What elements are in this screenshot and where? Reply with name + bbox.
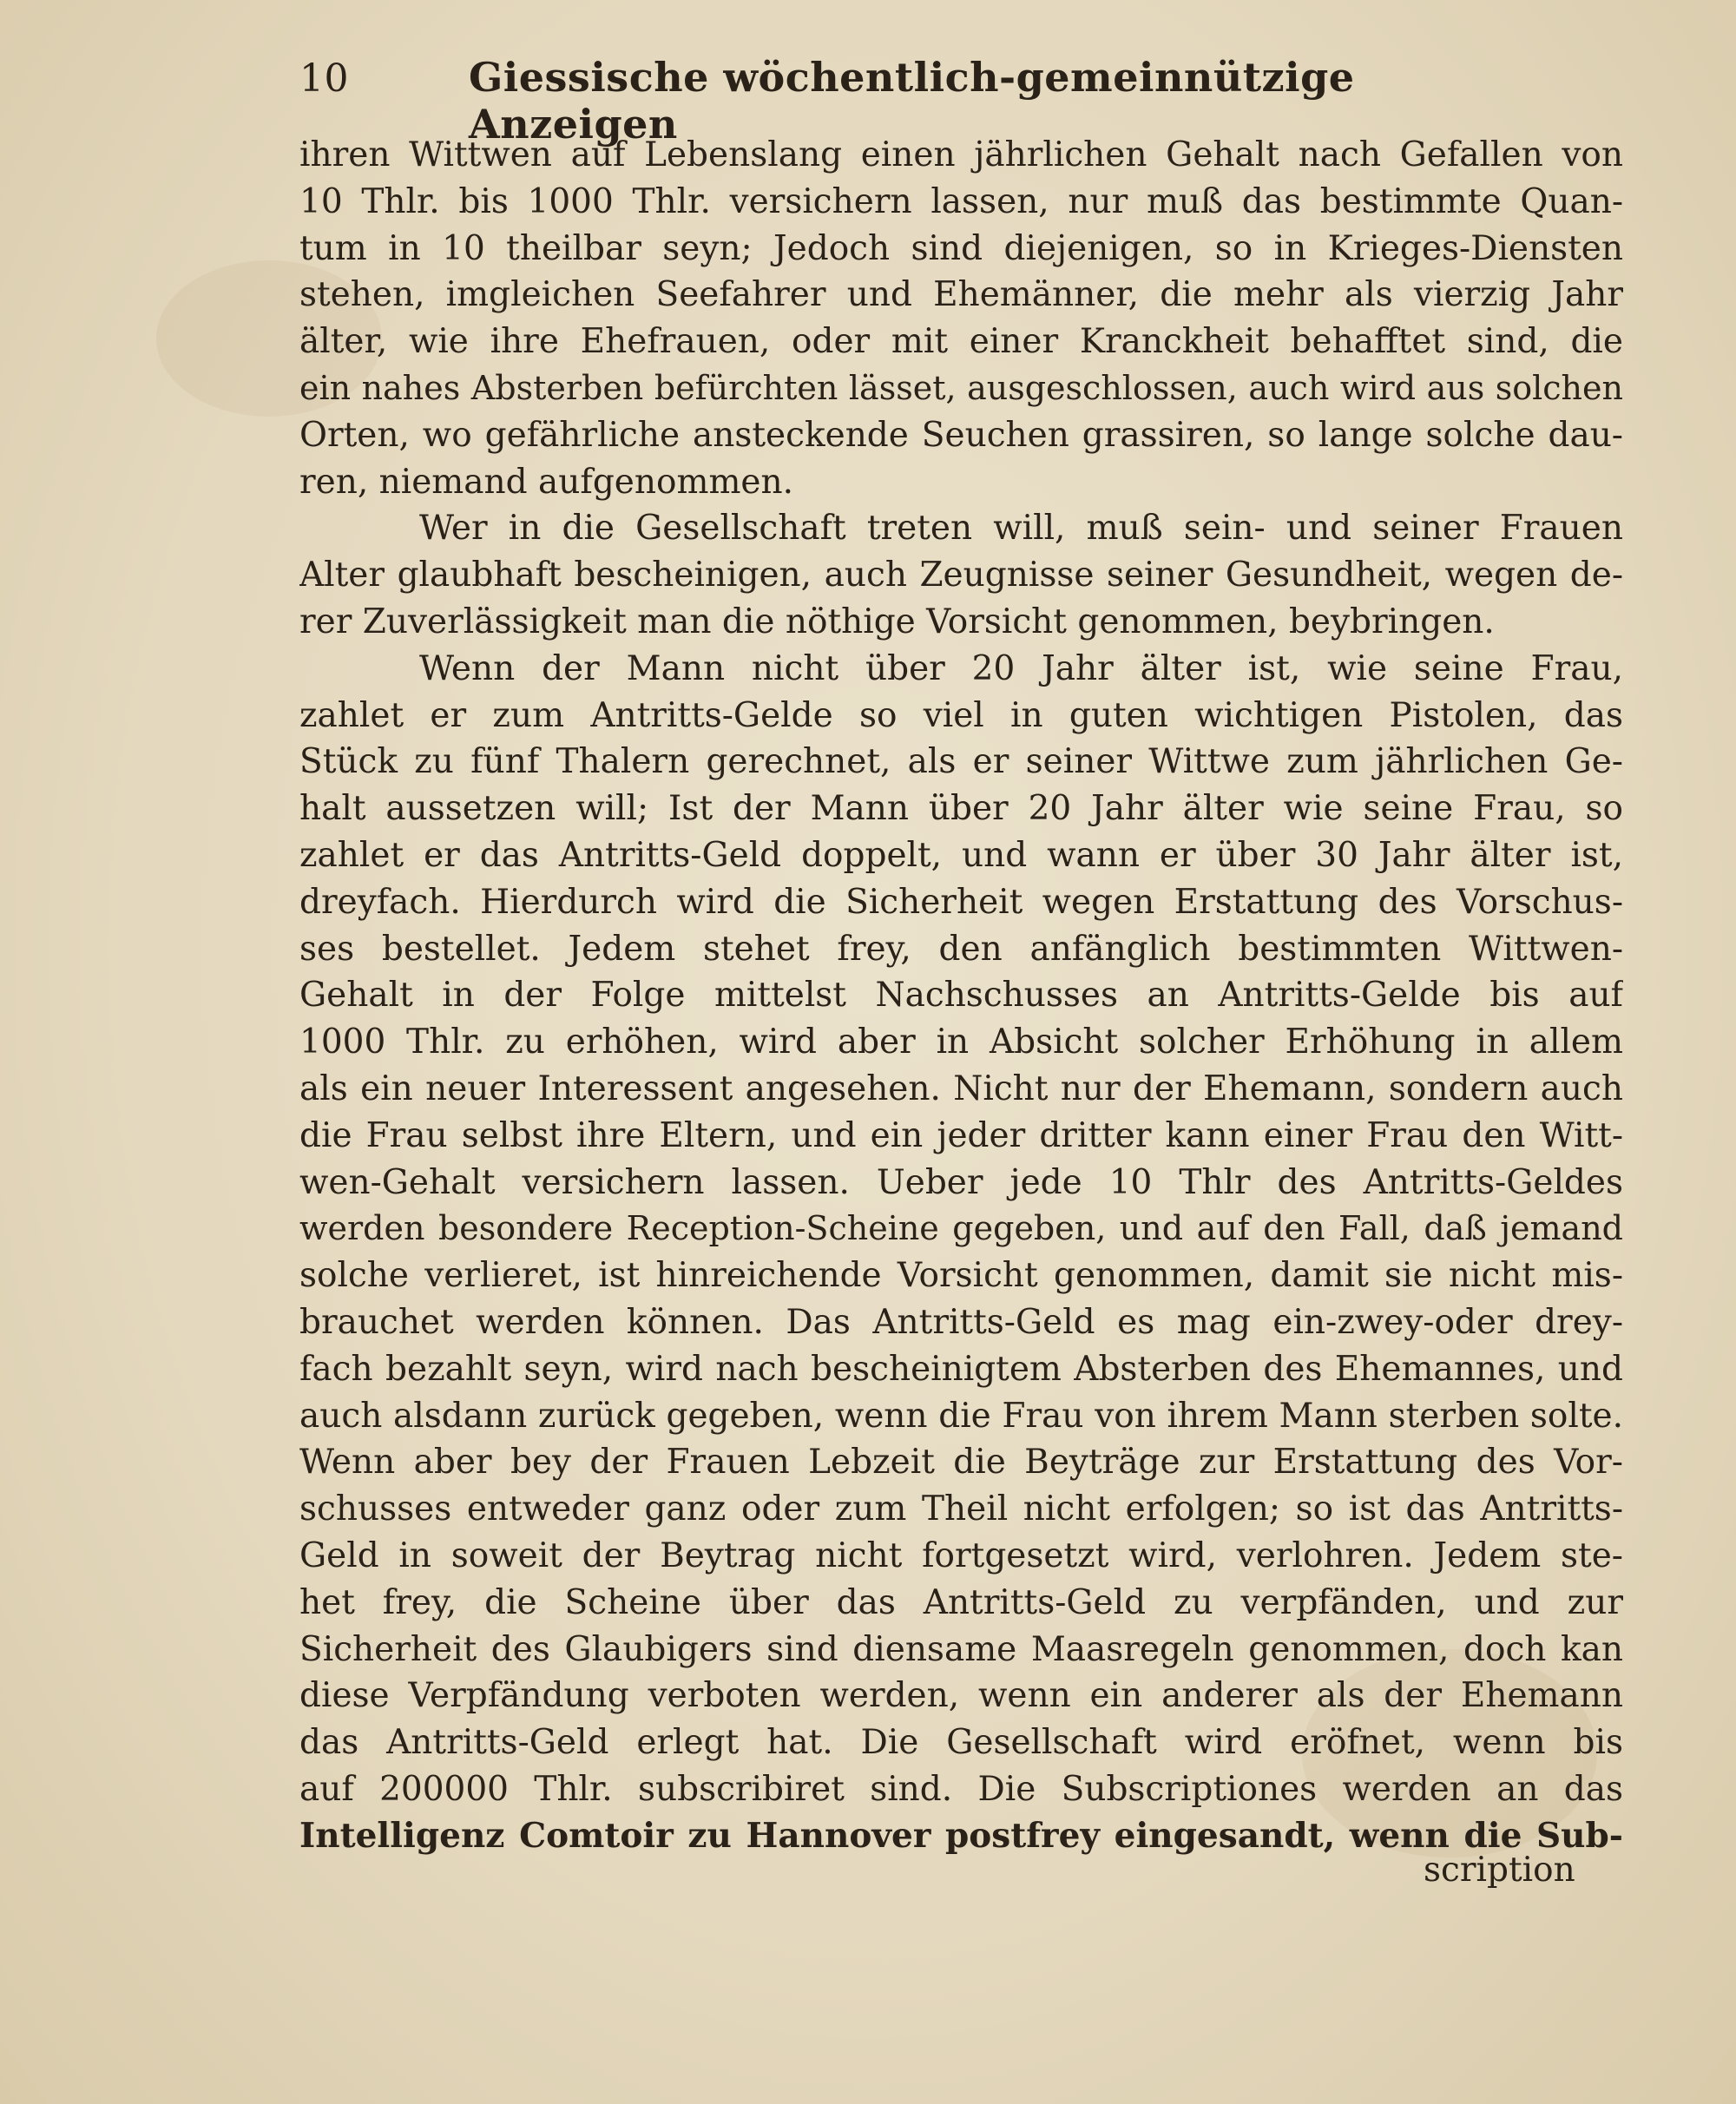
text-line: wen-Gehalt versichern lassen. Ueber jede 10 Thlr des Antritts-Geldes xyxy=(299,1162,1623,1202)
text-line: das Antritts-Geld erlegt hat. Die Gesellschaft wird eröfnet, wenn bis xyxy=(299,1723,1623,1763)
text-line: Intelligenz Comtoir zu Hannover postfrey eingesandt, wenn die Sub- xyxy=(299,1815,1623,1856)
text-line: rer Zuverlässigkeit man die nöthige Vorsicht genommen, beybringen. xyxy=(299,602,1495,641)
text-line: solche verlieret, ist hinreichende Vorsicht genommen, damit sie nicht mis- xyxy=(299,1256,1623,1296)
text-line: schusses entweder ganz oder zum Theil nicht erfolgen; so ist das Antritts- xyxy=(299,1489,1623,1529)
paragraph-start-line: Wer in die Gesellschaft treten will, muß sein- und seiner Frauen xyxy=(419,509,1623,549)
text-line: 10 Thlr. bis 1000 Thlr. versichern lassen, nur muß das bestimmte Quan- xyxy=(299,181,1623,221)
text-line: Geld in soweit der Beytrag nicht fortgesetzt wird, verlohren. Jedem ste- xyxy=(299,1535,1623,1575)
text-line: Sicherheit des Glaubigers sind diensame Maasregeln genommen, doch kan xyxy=(299,1629,1623,1669)
text-line: Alter glaubhaft bescheinigen, auch Zeugnisse seiner Gesundheit, wegen de- xyxy=(299,556,1623,595)
text-line: ren, niemand aufgenommen. xyxy=(299,462,794,502)
page-number: 10 xyxy=(299,56,349,101)
text-line: tum in 10 theilbar seyn; Jedoch sind diejenigen, so in Krieges-Diensten xyxy=(299,228,1623,268)
text-line: werden besondere Reception-Scheine gegeben, und auf den Fall, daß jemand xyxy=(299,1209,1623,1248)
text-line: dreyfach. Hierdurch wird die Sicherheit wegen Erstattung des Vorschus- xyxy=(299,882,1623,922)
text-line: auf 200000 Thlr. subscribiret sind. Die Subscriptiones werden an das xyxy=(299,1769,1623,1809)
text-line: 1000 Thlr. zu erhöhen, wird aber in Absicht solcher Erhöhung in allem xyxy=(299,1022,1623,1062)
text-line: ein nahes Absterben befürchten lässet, ausgeschlossen, auch wird aus solchen xyxy=(299,368,1623,407)
text-line: zahlet er das Antritts-Geld doppelt, und wann er über 30 Jahr älter ist, xyxy=(299,835,1623,875)
running-title: Giessische wöchentlich-gemeinnützige Anzeigen xyxy=(469,54,1355,148)
text-line: ses bestellet. Jedem stehet frey, den anfänglich bestimmten Wittwen- xyxy=(299,929,1623,969)
text-line: diese Verpfändung verboten werden, wenn ein anderer als der Ehemann xyxy=(299,1676,1623,1716)
text-line: brauchet werden können. Das Antritts-Geld es mag ein-zwey-oder drey- xyxy=(299,1302,1623,1342)
text-line: als ein neuer Interessent angesehen. Nicht nur der Ehemann, sondern auch xyxy=(299,1068,1623,1108)
text-line: halt aussetzen will; Ist der Mann über 20 Jahr älter wie seine Frau, so xyxy=(299,789,1623,829)
paragraph-start-line: Wenn der Mann nicht über 20 Jahr älter ist, wie seine Frau, xyxy=(419,648,1623,688)
text-line: Stück zu fünf Thalern gerechnet, als er seiner Wittwe zum jährlichen Ge- xyxy=(299,742,1623,782)
text-line: Wenn aber bey der Frauen Lebzeit die Beyträge zur Erstattung des Vor- xyxy=(299,1443,1623,1483)
text-line: zahlet er zum Antritts-Gelde so viel in guten wichtigen Pistolen, das xyxy=(299,695,1623,735)
text-line: älter, wie ihre Ehefrauen, oder mit einer Kranckheit behafftet sind, die xyxy=(299,322,1623,362)
body-text xyxy=(299,132,1623,1859)
text-line: Orten, wo gefährliche ansteckende Seuchen grassiren, so lange solche dau- xyxy=(299,415,1623,455)
text-line: auch alsdann zurück gegeben, wenn die Frau von ihrem Mann sterben solte. xyxy=(299,1396,1623,1436)
text-line: fach bezahlt seyn, wird nach bescheinigtem Absterben des Ehemannes, und xyxy=(299,1349,1623,1389)
text-line: stehen, imgleichen Seefahrer und Ehemänner, die mehr als vierzig Jahr xyxy=(299,275,1623,315)
text-line: die Frau selbst ihre Eltern, und ein jeder dritter kann einer Frau den Witt- xyxy=(299,1115,1623,1155)
running-head xyxy=(299,54,1428,148)
text-line: ihren Wittwen auf Lebenslang einen jährlichen Gehalt nach Gefallen von xyxy=(299,135,1623,174)
catchword: scription xyxy=(1424,1851,1575,1890)
text-line: het frey, die Scheine über das Antritts-Geld zu verpfänden, und zur xyxy=(299,1582,1623,1622)
text-line: Gehalt in der Folge mittelst Nachschusses an Antritts-Gelde bis auf xyxy=(299,976,1623,1016)
